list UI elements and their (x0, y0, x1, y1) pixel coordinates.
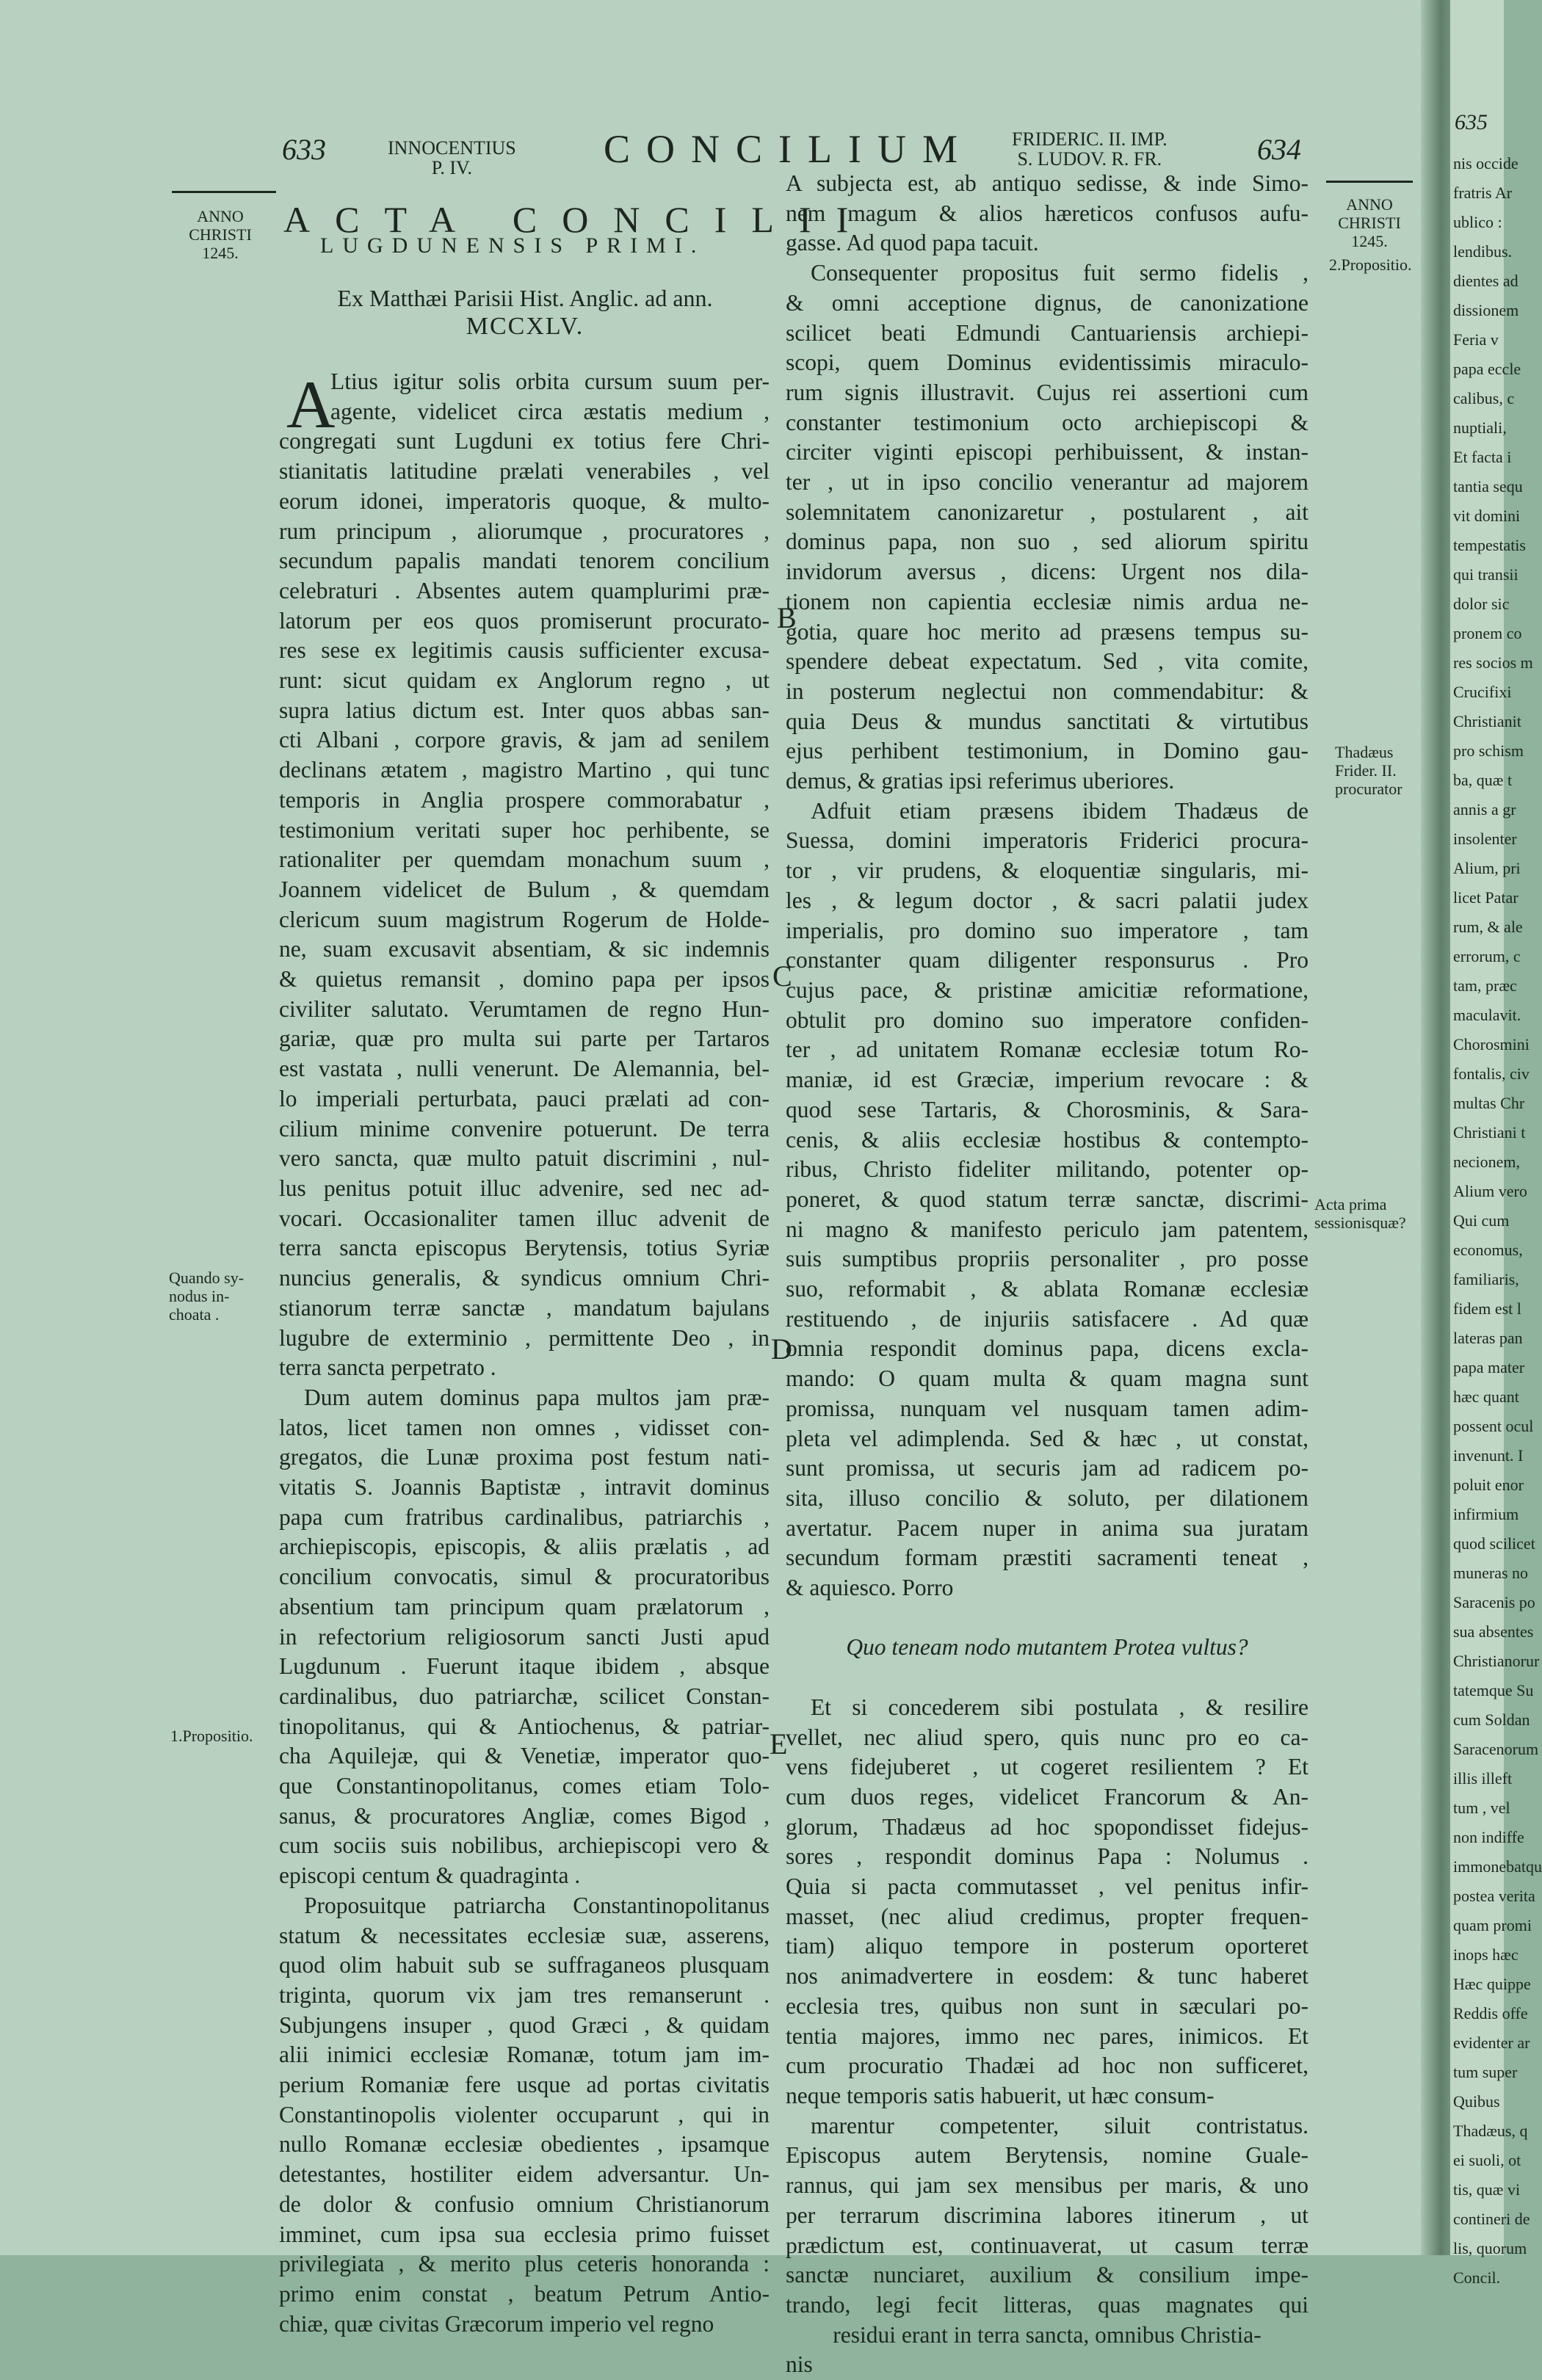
text-line: vocari. Occasionaliter tamen illuc advenit de (279, 1205, 770, 1231)
text-line: rum principum , aliorumque , procuratores , (279, 518, 770, 544)
text-line: episcopi centum & quadraginta . (279, 1862, 581, 1889)
next-page-fragment: Alium, pri (1453, 859, 1521, 877)
text-line: in posterum neglectui non commendabitur: & (786, 678, 1308, 704)
text-line: lus penitus potuit illuc advenire, sed nec ad- (279, 1175, 770, 1201)
text-line: omnia respondit dominus papa, dicens excla- (786, 1335, 1308, 1362)
text-line: papa cum fratribus cardinalibus, patriarchis , (279, 1503, 770, 1530)
next-page-fragment: fontalis, civ (1453, 1064, 1530, 1083)
next-page-fragment: licet Patar (1453, 888, 1519, 907)
text-line: alii inimici ecclesiæ Romanæ, totum jam im- (279, 2042, 770, 2068)
text-line: stianitatis latitudine prælati venerabiles , vel (279, 458, 770, 485)
next-page-fragment: cum Soldan (1453, 1710, 1530, 1729)
text-line: mando: O quam multa & quam magna sunt (786, 1365, 1308, 1392)
next-page-fragment: invenunt. I (1453, 1446, 1524, 1465)
text-line: suo, reformabit , & ablata Romanæ ecclesiæ (786, 1276, 1308, 1302)
next-page-fragment: Et facta i (1453, 448, 1512, 466)
next-page-fragment: immonebatqu (1453, 1857, 1542, 1876)
text-line: vens fidejuberet , ut cogeret resilientem ? Et (786, 1754, 1308, 1780)
text-line: latorum per eos quos promiserunt procurato- (279, 607, 770, 634)
next-page-fragment: Saracenorum (1453, 1740, 1539, 1758)
text-line: agente, videlicet circa æstatis medium , (330, 398, 770, 424)
next-page-fragment: Chorosmini (1453, 1035, 1530, 1053)
christi-label: CHRISTI (1338, 214, 1401, 232)
text-line: nem magum & alios hæreticos confusos aufu- (786, 200, 1308, 226)
text-line: que Constantinopolitanus, comes etiam Tolo- (279, 1773, 770, 1799)
text-line: avertatur. Pacem nuper in anima sua juratam (786, 1514, 1308, 1541)
section-letter-d: D (771, 1332, 792, 1365)
next-page-fragment: hæc quant (1453, 1387, 1519, 1406)
text-line: constanter quam diligenter responsurus . Pro (786, 947, 1308, 973)
next-page-fragment: dolor sic (1453, 595, 1510, 613)
text-line: sita, illuso concilio & soluto, per dilationem (786, 1484, 1308, 1511)
text-line: privilegiata , & merito plus ceteris honoranda : (279, 2251, 770, 2277)
source-line-2: MCCXLV. (466, 313, 584, 340)
text-line: temporis in Anglia prospere commorabatur , (279, 786, 770, 813)
text-line: terra sancta episcopus Berytensis, totius Syriæ (279, 1235, 770, 1261)
text-line: vellet, nec aliud spero, quis nunc pro eo ca- (786, 1724, 1308, 1750)
text-line: res sese ex legitimis causis sufficienter excusa- (279, 637, 770, 664)
text-line: Lugdunum . Fuerunt itaque ibidem , absque (279, 1653, 770, 1680)
text-line: cum sociis suis nobilibus, archiepiscopi vero & (279, 1832, 770, 1859)
margin-note-quando (169, 1269, 244, 1324)
text-line: quod olim habuit sub se suffraganeos plusquam (279, 1952, 770, 1978)
next-page-fragment: Crucifixi (1453, 683, 1512, 701)
text-line: per terrarum discrimina labores itinerum , ut (786, 2202, 1308, 2228)
next-page-fragment: Feria v (1453, 330, 1499, 349)
next-page-fragment: Qui cum (1453, 1211, 1510, 1230)
margin-note-propositio-2: 2.Propositio. (1329, 255, 1412, 274)
next-page-number: 635 (1455, 110, 1488, 134)
next-page-fragment: lis, quorum (1453, 2239, 1527, 2257)
text-line: cum procuratio Thadæi ad hoc non sufficeret, (786, 2053, 1308, 2079)
next-page-fragment: ba, quæ t (1453, 771, 1513, 789)
text-line: & quietus remansit , domino papa per ipsos (279, 966, 770, 993)
next-page-fragment: Hæc quippe (1453, 1975, 1531, 1993)
text-line: archiepiscopis, episcopis, & aliis prælatis , ad (279, 1534, 770, 1560)
text-line: Episcopus autem Berytensis, nomine Guale- (786, 2142, 1308, 2169)
text-line: gotia, quare hoc merito ad præsens tempus su- (786, 618, 1308, 645)
text-line: secundum papalis mandati tenorem concilium (279, 548, 770, 574)
text-line: vitatis S. Joannis Baptistæ , intravit dominus (279, 1474, 770, 1501)
text-line: sores , respondit dominus Papa : Nolumus . (786, 1843, 1308, 1870)
text-line: pleta vel adimplenda. Sed & hæc , ut constat, (786, 1425, 1308, 1451)
text-line: ter , ut in ipso concilio venerantur ad majorem (786, 469, 1308, 496)
next-page-fragment: Alium vero (1453, 1182, 1527, 1200)
margin-note-line: Quando sy- (169, 1269, 245, 1287)
margin-note-line: choata . (169, 1305, 220, 1324)
next-page-fragment: sua absentes (1453, 1622, 1534, 1641)
right-column (786, 169, 1308, 2380)
text-line: clericum suum magistrum Rogerum de Holde- (279, 906, 770, 932)
page-number-left: 633 (282, 133, 326, 166)
text-line: runt: sicut quidam ex Anglorum regno , ut (279, 667, 770, 694)
text-line: Subjungens insuper , quod Græci , & quidam (279, 2011, 770, 2038)
text-line: gregatos, die Lunæ proxima post festum nati- (279, 1444, 770, 1470)
drop-cap: A (286, 367, 336, 442)
next-page-fragment: calibus, c (1453, 389, 1515, 407)
text-line: Constantinopolis violenter occuparunt , qui in (279, 2101, 770, 2127)
next-page-fragment: Reddis offe (1453, 2004, 1528, 2022)
header-rule-right (1326, 181, 1413, 183)
section-letter-c: C (772, 959, 792, 993)
next-page-fragment: Christianit (1453, 712, 1521, 730)
text-line: cenis, & aliis ecclesiæ hostibus & contempto- (786, 1126, 1308, 1153)
text-line (786, 1603, 1308, 1633)
text-line: obtulit pro domino suo imperatore confiden- (786, 1006, 1308, 1033)
next-page-fragment: lendibus. (1453, 242, 1513, 261)
next-page-fragment: dissionem (1453, 301, 1519, 319)
text-line: detestantes, hostiliter eidem adversantur. Un- (279, 2161, 770, 2188)
text-line: scilicet beati Edmundi Cantuariensis archiepi- (786, 319, 1308, 346)
running-head-right-line1: FRIDERIC. II. IMP. (1012, 128, 1168, 150)
text-line: Adfuit etiam præsens ibidem Thadæus de (811, 797, 1308, 824)
text-line: stianorum terræ sanctæ , mandatum bajulans (279, 1294, 770, 1321)
next-page-fragment: quam promi (1453, 1916, 1532, 1934)
next-page-edge (1450, 0, 1542, 2287)
text-line: rannus, qui jam sex mensibus per maris, & uno (786, 2172, 1308, 2199)
text-line: nis (786, 2351, 813, 2378)
text-line: supra latius dictum est. Inter quos abbas san- (279, 697, 770, 723)
next-page-fragment: res socios m (1453, 653, 1533, 672)
article-subtitle: LUGDUNENSIS PRIMI. (320, 233, 706, 258)
text-line: Quo teneam nodo mutantem Protea vultus? (846, 1634, 1248, 1661)
text-line: les , & legum doctor , & sacri palatii judex (786, 887, 1308, 913)
next-page-fragment: muneras no (1453, 1564, 1529, 1582)
text-line: invidorum aversus , dicens: Urgent nos dila- (786, 559, 1308, 585)
text-line: tionem non capientia ecclesiæ nimis ardua ne- (786, 588, 1308, 614)
next-page-fragment: tum super (1453, 2063, 1518, 2081)
next-page-fragment: non indiffe (1453, 1828, 1524, 1846)
next-page-fragment: infirmium (1453, 1505, 1519, 1523)
margin-note-line: procurator (1335, 780, 1402, 798)
next-page-fragment: poluit enor (1453, 1476, 1524, 1494)
next-page-fragment: insolenter (1453, 830, 1517, 848)
next-page-fragment: multas Chr (1453, 1094, 1525, 1112)
next-page-fragment: quod scilicet (1453, 1534, 1535, 1553)
text-line: primo enim constat , beatum Petrum Antio- (279, 2281, 770, 2307)
next-page-fragment: tatemque Su (1453, 1681, 1534, 1699)
running-head-left-line1: INNOCENTIUS (388, 137, 516, 159)
text-line: Ltius igitur solis orbita cursum suum per- (330, 369, 770, 394)
text-line: nuncius generalis, & syndicus omnium Chri- (279, 1265, 770, 1291)
text-line: rum signis illustravit. Cujus rei assertioni cum (786, 379, 1308, 405)
text-line: quia Deus & mundus sanctitati & virtutibus (786, 708, 1308, 734)
running-head-right-line2: S. LUDOV. R. FR. (1017, 148, 1162, 170)
header-rule-left (172, 191, 276, 193)
text-line: eorum idonei, imperatoris quoque, & multo- (279, 487, 770, 514)
text-line: testimonium veritati super hoc perhibente, se (279, 816, 770, 843)
text-line: masset, (nec aliud credimus, propter frequen- (786, 1903, 1308, 1929)
text-line: ribus, Christo fideliter militando, potenter op- (786, 1156, 1308, 1183)
text-line: cha Aquilejæ, qui & Venetiæ, imperator quo- (279, 1743, 770, 1769)
text-line: marentur competenter, siluit contristatus. (811, 2112, 1308, 2138)
margin-note-line: Thadæus (1335, 743, 1394, 761)
margin-note-thadaeus (1335, 743, 1402, 798)
text-line: sanctæ nunciaret, auxilium & consilium impe- (786, 2262, 1308, 2288)
next-page-fragment: ublico : (1453, 213, 1502, 231)
christi-label: CHRISTI (189, 225, 252, 244)
text-line: triginta, quorum vix jam tres remanserunt . (279, 1981, 770, 2008)
text-line: ni magno & manifesto periculo jam patentem, (786, 1216, 1308, 1242)
next-page-fragment: papa mater (1453, 1358, 1525, 1376)
next-page-fragment: vit domini (1453, 507, 1521, 525)
text-line: demus, & gratias ipsi referimus uberiores. (786, 768, 1175, 794)
next-page-fragment: possent ocul (1453, 1417, 1534, 1435)
next-page-fragment: nuptiali, (1453, 418, 1507, 437)
text-line: spendere debeat expectatum. Sed , vita comite, (786, 648, 1308, 675)
text-line: gasse. Ad quod papa tacuit. (786, 230, 1039, 256)
text-line: declinans ætatem , magistro Martino , qui tunc (279, 757, 770, 783)
text-line: rationaliter per quemdam monachum suum , (279, 846, 770, 873)
text-line: de dolor & confusio omnium Christianorum (279, 2191, 770, 2217)
text-line: & aquiesco. Porro (786, 1575, 954, 1601)
text-line: residui erant in terra sancta, omnibus Christia- (833, 2321, 1262, 2348)
text-line: cti Albani , corpore gravis, & jam ad senilem (279, 727, 770, 753)
text-line: terra sancta perpetrato . (279, 1354, 496, 1381)
section-letter-e: E (770, 1727, 788, 1760)
text-line: ne, suam excusavit absentiam, & sic indemnis (279, 936, 770, 962)
text-line: Dum autem dominus papa multos jam præ- (304, 1384, 770, 1410)
next-page-fragment: Thadæus, q (1453, 2122, 1528, 2140)
text-line: celebraturi . Absentes autem quamplurimi præ- (279, 577, 770, 603)
next-page-fragment: tantia sequ (1453, 477, 1523, 496)
margin-note-acta-prima (1314, 1195, 1406, 1232)
text-line: solemnitatem canonizaretur , postularent , ait (786, 498, 1308, 525)
text-line: poneret, & quod statum terræ sanctæ, discrimi- (786, 1186, 1308, 1212)
text-line: nos animadvertere in eosdem: & tunc haberet (786, 1963, 1308, 1989)
next-page-fragment: postea verita (1453, 1887, 1535, 1905)
text-line: circiter viginti episcopi perhibuissent, & instan- (786, 439, 1308, 465)
text-line: Et si concederem sibi postulata , & resilire (811, 1694, 1308, 1720)
next-page-fragment: illis illeft (1453, 1769, 1513, 1788)
text-line: Suessa, domini imperatoris Friderici procura- (786, 827, 1308, 854)
text-line: nullo Romanæ ecclesiæ obedientes , ipsamque (279, 2131, 770, 2158)
anno-christi-left (169, 207, 272, 262)
text-line: trando, legi fecit litteras, quas magnates qui (786, 2291, 1308, 2318)
text-line: dominus papa, non suo , sed aliorum spiritu (786, 529, 1308, 555)
text-line: imminet, cum ipsa sua ecclesia primo fuisset (279, 2221, 770, 2247)
next-page-fragment: tam, præc (1453, 976, 1517, 995)
text-line: civiliter salutato. Verumtamen de regno Hun- (279, 995, 770, 1022)
running-title: CONCILIUM (604, 127, 974, 171)
text-line: prædictum est, continuaverat, ut casum terræ (786, 2232, 1308, 2258)
next-page-fragment: Christiani t (1453, 1123, 1526, 1142)
text-line: chiæ, quæ civitas Græcorum imperio vel regno (279, 2310, 714, 2337)
text-line: vero sancta, quæ multo patuit discrimini , nul- (279, 1145, 770, 1172)
margin-note-line: sessionisquæ? (1314, 1213, 1406, 1232)
text-line: ecclesia tres, quibus non sunt in sæculari po- (786, 1992, 1308, 2019)
next-page-fragment: papa eccle (1453, 360, 1521, 378)
text-line: congregati sunt Lugduni ex totius fere Chri- (279, 428, 770, 454)
left-column (279, 367, 770, 2339)
anno-christi-right (1322, 195, 1417, 250)
anno-year: 1245. (1351, 232, 1388, 250)
next-page-fragment: maculavit. (1453, 1006, 1521, 1024)
page-header (0, 0, 1439, 178)
next-page-fragment: Quibus (1453, 2092, 1500, 2111)
next-page-fragment: rum, & ale (1453, 918, 1523, 936)
text-line: lo imperiali perturbata, pauci prælati ad con- (279, 1085, 770, 1111)
text-line: & omni acceptione dignus, de canonizatione (786, 289, 1308, 316)
text-line: scopi, quem Dominus evidentissimis miraculo- (786, 349, 1308, 376)
next-page-fragment: Concil. (1453, 2268, 1501, 2287)
next-page-fragment: contineri de (1453, 2210, 1530, 2228)
text-line: tinopolitanus, qui & Antiochenus, & patriar- (279, 1713, 770, 1739)
text-line: tiam) aliquo tempore in posterum oporteret (786, 1933, 1308, 1959)
next-page-fragment: Saracenis po (1453, 1593, 1535, 1611)
text-line: Proposuitque patriarcha Constantinopolitanus (304, 1892, 770, 1918)
running-head-right (1012, 129, 1168, 169)
next-page-fragment: Christianorur (1453, 1652, 1540, 1670)
text-line: sanus, & procuratores Angliæ, comes Bigod , (279, 1802, 770, 1829)
anno-year: 1245. (202, 244, 239, 262)
next-page-fragment: tum , vel (1453, 1799, 1510, 1817)
text-line: ejus perhibent testimonium, in Domino gau- (786, 738, 1308, 764)
text-line: gariæ, quæ pro multa sui parte per Tartaros (279, 1026, 770, 1052)
next-page-fragment: evidenter ar (1453, 2033, 1530, 2052)
text-line: lugubre de exterminio , permittente Deo , in (279, 1324, 770, 1351)
text-line: statum & necessitates ecclesiæ suæ, asserens, (279, 1922, 770, 1948)
text-line: Quia si pacta commutasset , vel penitus infir- (786, 1873, 1308, 1900)
text-line: sunt promissa, ut securis jam ad radicem po- (786, 1455, 1308, 1481)
text-line: A subjecta est, ab antiquo sedisse, & inde Simo- (786, 170, 1308, 196)
next-page-fragment: dientes ad (1453, 272, 1519, 290)
next-page-fragment: pro schism (1453, 741, 1524, 760)
text-line: constanter testimonium octo archiepiscopi & (786, 409, 1308, 435)
next-page-fragment: lateras pan (1453, 1329, 1523, 1347)
text-line: est vastata , nulli venerunt. De Alemannia, bel- (279, 1056, 770, 1082)
text-line: cilium minime convenire potuerunt. De terra (279, 1115, 770, 1142)
next-page-fragment: tis, quæ vi (1453, 2180, 1521, 2199)
next-page-fragment: inops hæc (1453, 1945, 1519, 1964)
article-title: ACTA CONCILII (283, 199, 874, 240)
text-line: Joannem videlicet de Bulum , & quemdam (279, 876, 770, 902)
next-page-fragment: tempestatis (1453, 536, 1526, 554)
anno-label: ANNO (1346, 195, 1393, 214)
next-page-fragment: errorum, c (1453, 947, 1521, 965)
margin-note-line: nodus in- (169, 1287, 230, 1305)
next-page-fragment: pronem co (1453, 624, 1522, 642)
text-line: restituendo , de injuriis satisfacere . Ad quæ (786, 1305, 1308, 1332)
text-line: quod sese Tartaris, & Chorosminis, & Sara- (786, 1096, 1308, 1122)
text-line: cujus pace, & pristinæ amicitiæ reformatione, (786, 976, 1308, 1003)
margin-note-propositio-1: 1.Propositio. (170, 1727, 253, 1745)
text-line: maniæ, id est Græciæ, imperium revocare : & (786, 1067, 1308, 1093)
next-page-fragment: qui transii (1453, 565, 1519, 584)
anno-label: ANNO (197, 207, 244, 225)
next-page-fragment: annis a gr (1453, 800, 1516, 819)
source-line-1: Ex Matthæi Parisii Hist. Anglic. ad ann. (337, 285, 713, 311)
text-line (786, 1663, 1308, 1693)
section-letter-b: B (777, 601, 797, 634)
text-line: absentium tam principum quam prælatorum , (279, 1593, 770, 1619)
text-line: in refectorium religiosorum sancti Justi apud (279, 1623, 770, 1650)
text-line: secundum formam præstiti sacramenti teneat , (786, 1545, 1308, 1571)
next-page-fragment: fidem est l (1453, 1299, 1521, 1318)
text-line: tentia majores, immo nec pares, inimicos. Et (786, 2022, 1308, 2049)
text-line: Consequenter propositus fuit sermo fidelis , (811, 260, 1308, 286)
book-spine (1421, 0, 1454, 2255)
text-line: latos, licet tamen non omnes , vidisset con- (279, 1414, 770, 1440)
text-line: suis sumptibus propriis personaliter , pro posse (786, 1246, 1308, 1272)
text-line: neque temporis satis habuerit, ut hæc consum- (786, 2083, 1215, 2108)
margin-note-line: Frider. II. (1335, 761, 1397, 780)
text-line: perium Romaniæ fere usque ad portas civitatis (279, 2072, 770, 2098)
next-page-fragment: familiaris, (1453, 1270, 1519, 1288)
text-line: tor , vir prudens, & eloquentiæ singularis, mi- (786, 857, 1308, 884)
text-line: imperialis, pro domino suo imperatore , tam (786, 917, 1308, 943)
text-line: promissa, nunquam vel nusquam tamen adim- (786, 1395, 1308, 1421)
text-line: cardinalibus, duo patriarchæ, scilicet Constan- (279, 1683, 770, 1709)
next-page-fragment: nis occide (1453, 154, 1519, 173)
running-head-left (388, 138, 516, 178)
text-line: concilium convocatis, simul & procuratoribus (279, 1564, 770, 1590)
text-line: cum duos reges, videlicet Francorum & An- (786, 1783, 1308, 1810)
text-line: ter , ad unitatem Romanæ ecclesiæ totum Ro- (786, 1037, 1308, 1063)
next-page-fragment: fratris Ar (1453, 184, 1513, 202)
text-line: glorum, Thadæus ad hoc spopondisset fidejus- (786, 1813, 1308, 1840)
running-head-left-line2: P. IV. (431, 157, 472, 178)
margin-note-line: Acta prima (1314, 1195, 1387, 1213)
next-page-fragment: economus, (1453, 1241, 1523, 1259)
next-page-fragment: necionem, (1453, 1153, 1521, 1171)
page-number-right: 634 (1257, 133, 1301, 166)
next-page-fragment: ei suoli, ot (1453, 2151, 1521, 2169)
